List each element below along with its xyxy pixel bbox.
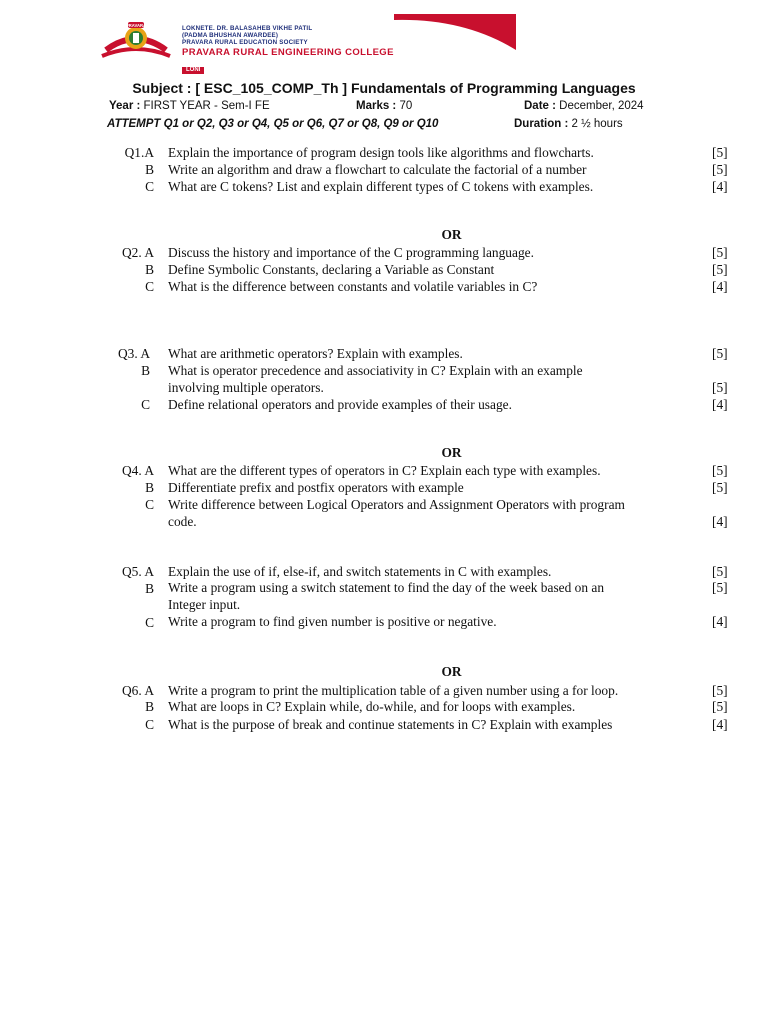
question-marks: [5] (712, 346, 728, 361)
question-text: Explain the use of if, else-if, and switch statements in C with examples. (168, 564, 552, 579)
question-text: Write an algorithm and draw a flowchart to calculate the factorial of a number (168, 162, 587, 177)
question-label: B (145, 581, 154, 596)
question-text: Write a program using a switch statement to find the day of the week based on an (168, 580, 605, 595)
question-text: Write a program to print the multiplication table of a given number using a for loop. (168, 683, 619, 698)
question-text: What is the difference between constants and volatile variables in C? (168, 279, 538, 294)
date-info (524, 100, 644, 112)
marks-label: Marks : (356, 100, 397, 112)
question-marks: [5] (712, 463, 728, 478)
question-label: B (145, 480, 154, 495)
question-text: Differentiate prefix and postfix operators with example (168, 480, 464, 495)
institution-line-1: LOKNETE. DR. BALASAHEB VIKHE PATIL (182, 25, 313, 32)
question-text: Write a program to find given number is positive or negative. (168, 614, 497, 629)
header-swoosh-graphic (394, 14, 516, 52)
institution-block (182, 25, 394, 76)
question-marks: [4] (712, 279, 728, 294)
question-marks: [5] (712, 699, 728, 714)
question-marks: [5] (712, 262, 728, 277)
question-text-continued: involving multiple operators. (168, 380, 324, 395)
location-badge: LONI (182, 67, 204, 74)
question-label: C (145, 615, 154, 630)
question-label: C (141, 397, 150, 412)
question-text-continued: code. (168, 514, 197, 529)
year-label: Year : (109, 100, 141, 112)
year-info (109, 100, 270, 112)
college-logo (98, 16, 174, 64)
question-label: B (145, 162, 154, 177)
question-text: Write difference between Logical Operators and Assignment Operators with program (168, 497, 625, 512)
duration-value: 2 ½ hours (571, 118, 623, 130)
question-text: What are the different types of operators in C? Explain each type with examples. (168, 463, 601, 478)
question-label: B (145, 262, 154, 277)
logo-text: PRAVARA (125, 22, 147, 28)
question-label: C (145, 279, 154, 294)
or-separator: OR (441, 445, 462, 460)
question-text-continued: Integer input. (168, 597, 241, 612)
or-separator: OR (441, 664, 462, 679)
or-separator: OR (441, 227, 462, 242)
question-label: Q6. A (122, 683, 154, 698)
question-marks: [5] (712, 683, 728, 698)
question-marks: [5] (712, 380, 728, 395)
institution-line-2: (PADMA BHUSHAN AWARDEE) (182, 32, 279, 40)
date-value: December, 2024 (559, 100, 644, 112)
question-label: Q3. A (118, 346, 150, 361)
question-text: Define relational operators and provide examples of their usage. (168, 397, 512, 412)
question-marks: [4] (712, 614, 728, 629)
question-label: C (145, 717, 154, 732)
question-label: C (145, 179, 154, 194)
question-text: What are loops in C? Explain while, do-while, and for loops with examples. (168, 699, 576, 714)
institution-line-3: PRAVARA RURAL EDUCATION SOCIETY (182, 39, 308, 47)
attempt-instructions: ATTEMPT Q1 or Q2, Q3 or Q4, Q5 or Q6, Q7 or Q8, Q9 or Q10 (107, 118, 439, 130)
question-marks: [5] (712, 145, 728, 160)
question-marks: [5] (712, 162, 728, 177)
question-marks: [4] (712, 717, 728, 732)
question-text: Discuss the history and importance of the C programming language. (168, 245, 534, 260)
question-marks: [4] (712, 179, 728, 194)
question-marks: [4] (712, 514, 728, 529)
question-label: B (145, 699, 154, 714)
duration-info (514, 118, 623, 130)
college-name: PRAVARA RURAL ENGINEERING COLLEGE (182, 46, 394, 58)
marks-value: 70 (399, 100, 413, 112)
question-text: What is the purpose of break and continue statements in C? Explain with examples (168, 717, 613, 732)
question-label: C (145, 497, 154, 512)
question-text: Explain the importance of program design tools like algorithms and flowcharts. (168, 145, 594, 160)
question-marks: [5] (712, 580, 728, 595)
question-text: What are C tokens? List and explain different types of C tokens with examples. (168, 179, 594, 194)
duration-label: Duration : (514, 118, 569, 130)
marks-info (356, 100, 412, 112)
year-value: FIRST YEAR - Sem-I FE (143, 100, 270, 112)
question-marks: [5] (712, 245, 728, 260)
date-label: Date : (524, 100, 556, 112)
question-label: Q5. A (122, 564, 154, 579)
question-label: Q2. A (122, 245, 154, 260)
question-marks: [5] (712, 480, 728, 495)
question-text: Define Symbolic Constants, declaring a Variable as Constant (168, 262, 495, 277)
question-label: B (141, 363, 150, 378)
question-text: What is operator precedence and associativity in C? Explain with an example (168, 363, 583, 378)
question-marks: [5] (712, 564, 728, 579)
question-label: Q4. A (122, 463, 154, 478)
question-marks: [4] (712, 397, 728, 412)
subject-title: Subject : [ ESC_105_COMP_Th ] Fundamentals of Programming Languages (132, 80, 636, 96)
question-text: What are arithmetic operators? Explain with examples. (168, 346, 463, 361)
question-label: Q1.A (124, 145, 154, 160)
